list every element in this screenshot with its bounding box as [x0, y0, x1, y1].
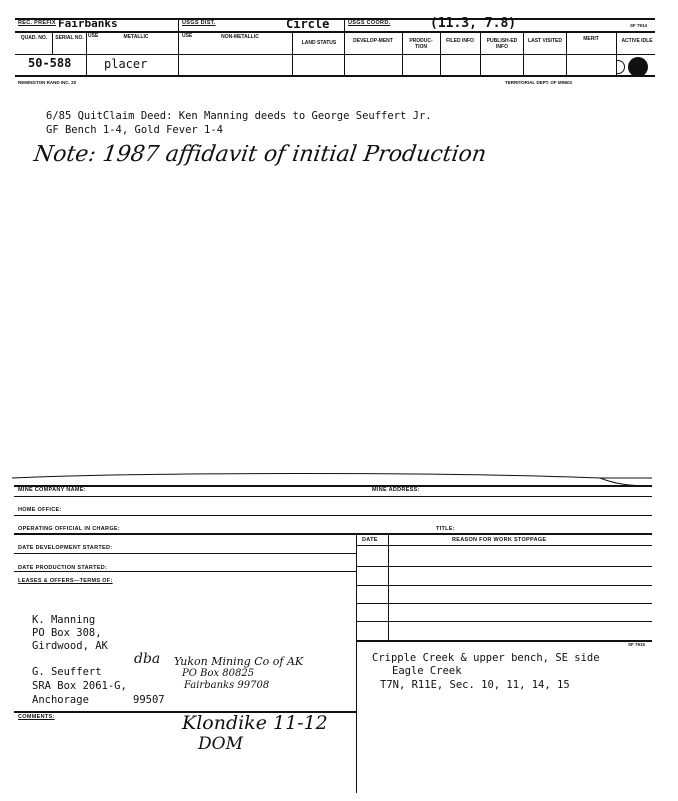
- rec-prefix-label: REC. PREFIX: [18, 20, 56, 26]
- date-dev-label: DATE DEVELOPMENT STARTED:: [18, 545, 113, 551]
- idle-half-circle-icon: [616, 60, 625, 74]
- date-column-label: DATE: [362, 537, 378, 543]
- rule: [356, 533, 357, 793]
- date-prod-label: DATE PRODUCTION STARTED:: [18, 565, 108, 571]
- rule: [356, 621, 652, 622]
- rule: [344, 18, 345, 75]
- metallic-label: METALLIC: [123, 34, 149, 40]
- form-id-bottom: SF 7915: [628, 642, 646, 647]
- rule: [86, 31, 87, 75]
- rule: [14, 515, 652, 516]
- published-info-label: PUBLISH-ED INFO: [486, 38, 518, 50]
- rule: [523, 31, 524, 75]
- dba-line-3: Fairbanks 99708: [184, 680, 270, 691]
- location-line-1: Cripple Creek & upper bench, SE side: [372, 652, 600, 664]
- active-dot-icon: [628, 57, 648, 77]
- rule: [440, 31, 441, 75]
- home-office-label: HOME OFFICE:: [18, 507, 62, 513]
- owner1-name: K. Manning: [32, 614, 96, 626]
- rule: [388, 533, 389, 641]
- handwritten-note: Note: 1987 affidavit of initial Production: [32, 142, 488, 167]
- rule: [14, 571, 356, 572]
- mine-company-label: MINE COMPANY NAME:: [18, 487, 86, 493]
- note-line-2: GF Bench 1-4, Gold Fever 1-4: [46, 124, 224, 136]
- rule: [566, 31, 567, 75]
- rule: [292, 31, 293, 75]
- operating-official-label: OPERATING OFFICIAL IN CHARGE:: [18, 526, 120, 532]
- land-status-label: LAND STATUS: [301, 40, 337, 46]
- rule: [178, 18, 179, 75]
- dba-line-2: PO Box 80825: [182, 668, 255, 679]
- usgs-dist-label: USGS DIST.: [182, 20, 216, 26]
- quad-no-label: QUAD. NO.: [20, 35, 48, 41]
- use-label-2: USE: [182, 33, 193, 39]
- dba-hand: dba: [134, 651, 161, 667]
- metallic-value: placer: [104, 57, 148, 71]
- rule: [402, 31, 403, 75]
- note-line-1: 6/85 QuitClaim Deed: Ken Manning deeds to George Seuffert Jr.: [46, 110, 432, 122]
- merit-label: MERIT: [583, 36, 599, 42]
- title-label: TITLE:: [436, 526, 455, 532]
- usgs-coord-label: USGS COORD.: [348, 20, 391, 26]
- rule: [356, 545, 652, 546]
- rule: [15, 31, 655, 33]
- dba-line-1: Yukon Mining Co of AK: [174, 655, 304, 668]
- rule: [14, 553, 356, 554]
- rec-prefix-value: Fairbanks: [58, 17, 118, 30]
- owner2-name: G. Seuffert: [32, 666, 102, 678]
- mine-address-label: MINE ADDRESS:: [372, 487, 420, 493]
- development-label: DEVELOP-MENT: [353, 38, 393, 44]
- rule: [15, 54, 655, 55]
- leases-label: LEASES & OFFERS—TERMS OF:: [18, 578, 113, 584]
- rule: [356, 585, 652, 586]
- rule: [14, 533, 652, 535]
- rule: [480, 31, 481, 75]
- owner1-addr2: Girdwood, AK: [32, 640, 108, 652]
- usgs-coord-value: (11.3, 7.8): [430, 16, 517, 31]
- active-idle-label: ACTIVE IDLE: [621, 38, 653, 44]
- printer-line: REMINGTON RAND INC. 20: [18, 80, 77, 85]
- use-label: USE: [88, 33, 99, 39]
- serial-no-label: SERIAL NO.: [55, 35, 84, 41]
- rule: [356, 603, 652, 604]
- non-metallic-label: NON-METALLIC: [221, 34, 259, 40]
- owner2-zip: 99507: [133, 694, 165, 706]
- rule: [14, 496, 652, 497]
- owner2-addr1: SRA Box 2061-G,: [32, 680, 127, 692]
- rule: [14, 485, 652, 487]
- production-label: PRODUC-TION: [409, 38, 433, 50]
- location-line-3: T7N, R11E, Sec. 10, 11, 14, 15: [380, 679, 570, 691]
- rule: [15, 75, 655, 77]
- comments-hand-2: DOM: [198, 734, 243, 754]
- owner1-addr1: PO Box 308,: [32, 627, 102, 639]
- last-visited-label: LAST VISITED: [528, 38, 562, 44]
- rule: [356, 640, 652, 642]
- territorial-dept: TERRITORIAL DEPT. OF MINES: [505, 80, 573, 85]
- comments-label: COMMENTS:: [18, 714, 55, 720]
- comments-hand-1: Klondike 11-12: [182, 712, 328, 734]
- usgs-dist-value: Circle: [286, 17, 330, 31]
- owner2-city: Anchorage: [32, 694, 89, 706]
- form-id-top: SF 7914: [630, 23, 648, 28]
- location-line-2: Eagle Creek: [392, 665, 462, 677]
- rule: [356, 566, 652, 567]
- quad-serial-value: 50-588: [28, 56, 72, 70]
- reason-label: REASON FOR WORK STOPPAGE: [452, 537, 547, 543]
- filed-info-label: FILED INFO: [446, 38, 474, 44]
